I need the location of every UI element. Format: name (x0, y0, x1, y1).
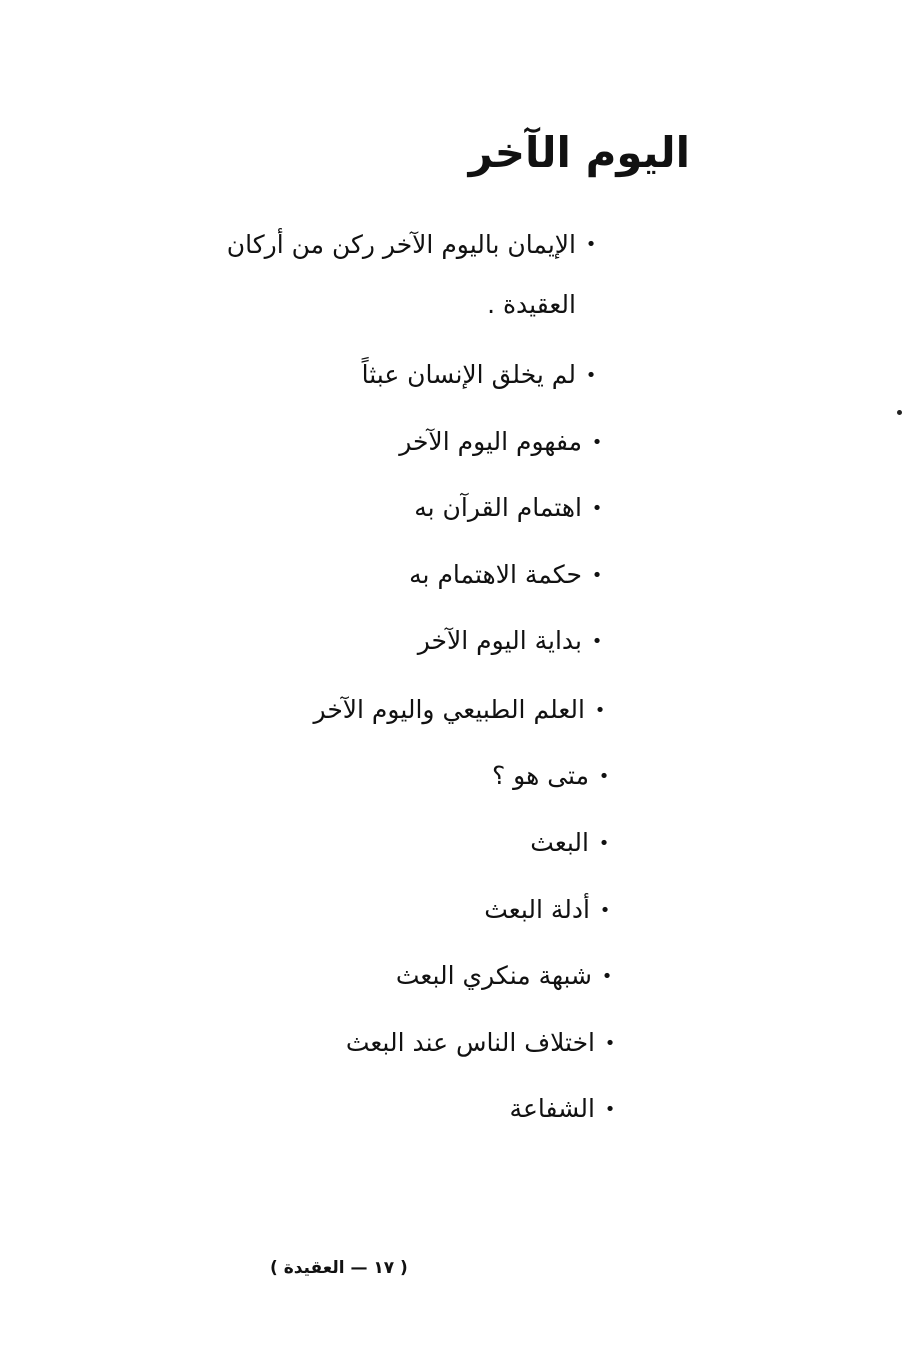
speck-mark (897, 410, 902, 415)
list-item-label: مفهوم اليوم الآخر (399, 427, 582, 456)
list-item-label: البعث (530, 828, 589, 857)
bullet-icon: • (601, 966, 613, 987)
list-item (414, 478, 612, 539)
bullet-icon: • (591, 631, 603, 652)
list-item (396, 946, 622, 1007)
bullet-icon: • (591, 565, 603, 586)
bullet-icon: • (591, 498, 603, 519)
list-item (409, 545, 612, 606)
list-item-label: شبهة منكري البعث (395, 961, 592, 990)
list-item (346, 1013, 625, 1074)
list-item (314, 680, 615, 741)
bullet-icon: • (594, 700, 606, 721)
list-item-label: متى هو ؟ (491, 761, 589, 790)
list-item (226, 215, 606, 335)
list-item-label: العلم الطبيعي واليوم الآخر (313, 695, 585, 724)
list-item (510, 1079, 625, 1140)
list-item-label: الإيمان باليوم الآخر ركن من أركان العقيدة . (226, 230, 576, 319)
bullet-icon: • (598, 766, 610, 787)
list-item (362, 345, 606, 406)
bullet-icon: • (604, 1099, 616, 1120)
list-item-label: اهتمام القرآن به (414, 493, 582, 522)
page-title: اليوم الآخر (468, 128, 690, 177)
page-footer: ( ١٧ — العقيدة ) (270, 1258, 408, 1278)
bullet-icon: • (585, 365, 597, 386)
list-item-label: أدلة البعث (484, 895, 590, 924)
bullet-icon: • (604, 1033, 616, 1054)
bullet-icon: • (585, 234, 597, 255)
bullet-icon: • (591, 432, 603, 453)
list-item-label: بداية اليوم الآخر (417, 626, 582, 655)
list-item-label: حكمة الاهتمام به (409, 560, 582, 589)
list-item (492, 746, 619, 807)
list-item-label: الشفاعة (509, 1094, 595, 1123)
list-item (530, 813, 619, 874)
list-item-label: لم يخلق الإنسان عبثاً (361, 360, 576, 389)
bullet-icon: • (599, 900, 611, 921)
list-item (399, 412, 612, 473)
list-item (418, 611, 612, 672)
bullet-icon: • (598, 833, 610, 854)
list-item (484, 880, 620, 941)
list-item-label: اختلاف الناس عند البعث (345, 1028, 595, 1057)
